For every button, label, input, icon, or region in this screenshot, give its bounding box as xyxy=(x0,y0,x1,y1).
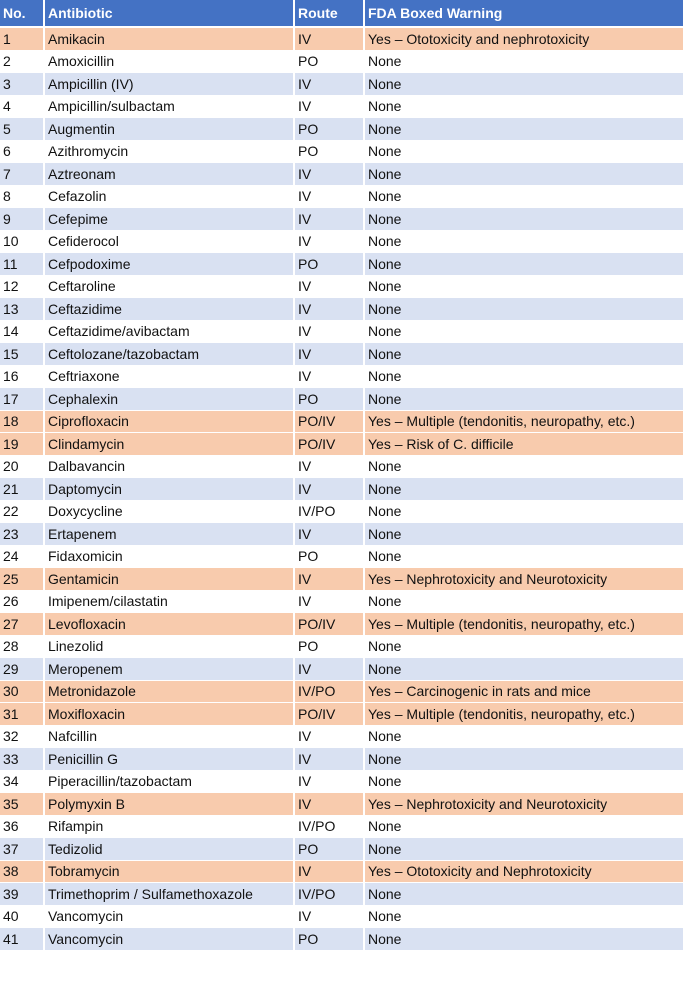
table-row xyxy=(0,905,684,928)
cell-warning: None xyxy=(364,140,684,163)
cell-route: IV/PO xyxy=(294,815,364,838)
cell-antibiotic: Dalbavancin xyxy=(44,455,294,478)
cell-no: 18 xyxy=(0,410,44,433)
cell-antibiotic: Tedizolid xyxy=(44,838,294,861)
table-row xyxy=(0,163,684,186)
cell-antibiotic: Amikacin xyxy=(44,27,294,50)
table-row xyxy=(0,815,684,838)
table-row xyxy=(0,343,684,366)
cell-warning: None xyxy=(364,883,684,906)
table-row xyxy=(0,73,684,96)
table-row xyxy=(0,770,684,793)
cell-warning: None xyxy=(364,523,684,546)
cell-no: 25 xyxy=(0,568,44,591)
cell-antibiotic: Vancomycin xyxy=(44,905,294,928)
cell-antibiotic: Gentamicin xyxy=(44,568,294,591)
cell-warning: Yes – Multiple (tendonitis, neuropathy, etc.) xyxy=(364,613,684,636)
cell-route: IV xyxy=(294,163,364,186)
cell-warning: None xyxy=(364,635,684,658)
cell-no: 26 xyxy=(0,590,44,613)
cell-route: IV xyxy=(294,343,364,366)
cell-no: 8 xyxy=(0,185,44,208)
cell-no: 40 xyxy=(0,905,44,928)
cell-no: 30 xyxy=(0,680,44,703)
table-row xyxy=(0,680,684,703)
cell-warning: None xyxy=(364,320,684,343)
cell-warning: None xyxy=(364,95,684,118)
cell-no: 15 xyxy=(0,343,44,366)
cell-no: 2 xyxy=(0,50,44,73)
cell-antibiotic: Meropenem xyxy=(44,658,294,681)
cell-route: IV xyxy=(294,523,364,546)
cell-warning: None xyxy=(364,50,684,73)
cell-no: 21 xyxy=(0,478,44,501)
cell-route: IV xyxy=(294,298,364,321)
cell-route: IV xyxy=(294,73,364,96)
table-row xyxy=(0,703,684,726)
cell-route: IV xyxy=(294,185,364,208)
cell-warning: None xyxy=(364,928,684,951)
cell-no: 20 xyxy=(0,455,44,478)
cell-warning: None xyxy=(364,658,684,681)
table-row xyxy=(0,388,684,411)
table-body xyxy=(0,27,684,950)
cell-warning: None xyxy=(364,590,684,613)
cell-route: IV xyxy=(294,590,364,613)
table-row xyxy=(0,928,684,951)
table-row xyxy=(0,478,684,501)
cell-antibiotic: Doxycycline xyxy=(44,500,294,523)
cell-no: 12 xyxy=(0,275,44,298)
cell-route: PO/IV xyxy=(294,433,364,456)
cell-antibiotic: Ceftazidime/avibactam xyxy=(44,320,294,343)
cell-no: 37 xyxy=(0,838,44,861)
cell-no: 36 xyxy=(0,815,44,838)
cell-route: PO xyxy=(294,140,364,163)
table-row xyxy=(0,613,684,636)
cell-route: IV xyxy=(294,793,364,816)
cell-antibiotic: Clindamycin xyxy=(44,433,294,456)
table-row xyxy=(0,883,684,906)
cell-antibiotic: Daptomycin xyxy=(44,478,294,501)
header-no: No. xyxy=(0,0,44,27)
cell-route: IV/PO xyxy=(294,680,364,703)
cell-no: 28 xyxy=(0,635,44,658)
cell-no: 29 xyxy=(0,658,44,681)
cell-no: 17 xyxy=(0,388,44,411)
cell-warning: None xyxy=(364,455,684,478)
cell-warning: Yes – Nephrotoxicity and Neurotoxicity xyxy=(364,793,684,816)
header-antibiotic: Antibiotic xyxy=(44,0,294,27)
cell-antibiotic: Vancomycin xyxy=(44,928,294,951)
cell-antibiotic: Ampicillin (IV) xyxy=(44,73,294,96)
cell-antibiotic: Moxifloxacin xyxy=(44,703,294,726)
cell-route: PO xyxy=(294,635,364,658)
cell-antibiotic: Trimethoprim / Sulfamethoxazole xyxy=(44,883,294,906)
cell-warning: None xyxy=(364,73,684,96)
cell-warning: Yes – Multiple (tendonitis, neuropathy, etc.) xyxy=(364,703,684,726)
cell-warning: None xyxy=(364,230,684,253)
cell-warning: None xyxy=(364,905,684,928)
cell-warning: None xyxy=(364,253,684,276)
cell-route: PO/IV xyxy=(294,703,364,726)
cell-warning: None xyxy=(364,343,684,366)
table-row xyxy=(0,838,684,861)
cell-antibiotic: Augmentin xyxy=(44,118,294,141)
cell-route: IV/PO xyxy=(294,883,364,906)
table-row xyxy=(0,860,684,883)
cell-no: 38 xyxy=(0,860,44,883)
table-row xyxy=(0,658,684,681)
cell-antibiotic: Ceftazidime xyxy=(44,298,294,321)
cell-warning: None xyxy=(364,545,684,568)
cell-no: 4 xyxy=(0,95,44,118)
table-row xyxy=(0,523,684,546)
cell-route: IV xyxy=(294,478,364,501)
cell-route: IV xyxy=(294,230,364,253)
cell-route: PO xyxy=(294,838,364,861)
cell-antibiotic: Ciprofloxacin xyxy=(44,410,294,433)
cell-warning: Yes – Ototoxicity and Nephrotoxicity xyxy=(364,860,684,883)
cell-antibiotic: Ceftriaxone xyxy=(44,365,294,388)
table-row xyxy=(0,725,684,748)
cell-antibiotic: Cefpodoxime xyxy=(44,253,294,276)
cell-no: 13 xyxy=(0,298,44,321)
table-row xyxy=(0,230,684,253)
cell-no: 39 xyxy=(0,883,44,906)
table-row xyxy=(0,185,684,208)
cell-route: IV xyxy=(294,208,364,231)
table-row xyxy=(0,455,684,478)
cell-antibiotic: Linezolid xyxy=(44,635,294,658)
table-row xyxy=(0,433,684,456)
cell-antibiotic: Cephalexin xyxy=(44,388,294,411)
cell-no: 11 xyxy=(0,253,44,276)
cell-route: PO xyxy=(294,928,364,951)
cell-route: PO xyxy=(294,118,364,141)
cell-no: 7 xyxy=(0,163,44,186)
cell-antibiotic: Ertapenem xyxy=(44,523,294,546)
cell-no: 24 xyxy=(0,545,44,568)
table-row xyxy=(0,275,684,298)
cell-route: IV xyxy=(294,770,364,793)
cell-route: IV xyxy=(294,860,364,883)
table-row xyxy=(0,298,684,321)
cell-route: IV xyxy=(294,905,364,928)
cell-antibiotic: Amoxicillin xyxy=(44,50,294,73)
cell-no: 23 xyxy=(0,523,44,546)
cell-route: PO xyxy=(294,50,364,73)
cell-warning: None xyxy=(364,365,684,388)
cell-antibiotic: Cefiderocol xyxy=(44,230,294,253)
cell-warning: None xyxy=(364,815,684,838)
cell-warning: None xyxy=(364,725,684,748)
cell-warning: None xyxy=(364,298,684,321)
cell-route: IV xyxy=(294,455,364,478)
cell-route: IV xyxy=(294,320,364,343)
cell-no: 5 xyxy=(0,118,44,141)
cell-route: IV xyxy=(294,365,364,388)
cell-antibiotic: Tobramycin xyxy=(44,860,294,883)
cell-warning: Yes – Carcinogenic in rats and mice xyxy=(364,680,684,703)
table-row xyxy=(0,50,684,73)
cell-route: IV xyxy=(294,95,364,118)
cell-route: PO/IV xyxy=(294,613,364,636)
table-row xyxy=(0,27,684,50)
table-row xyxy=(0,365,684,388)
cell-route: IV xyxy=(294,725,364,748)
cell-antibiotic: Rifampin xyxy=(44,815,294,838)
cell-no: 31 xyxy=(0,703,44,726)
table-row xyxy=(0,568,684,591)
cell-no: 33 xyxy=(0,748,44,771)
cell-warning: Yes – Multiple (tendonitis, neuropathy, etc.) xyxy=(364,410,684,433)
cell-no: 32 xyxy=(0,725,44,748)
cell-route: IV xyxy=(294,27,364,50)
cell-antibiotic: Ceftaroline xyxy=(44,275,294,298)
table-row xyxy=(0,545,684,568)
table-row xyxy=(0,500,684,523)
cell-no: 1 xyxy=(0,27,44,50)
cell-no: 14 xyxy=(0,320,44,343)
table-row xyxy=(0,208,684,231)
cell-no: 19 xyxy=(0,433,44,456)
cell-antibiotic: Ampicillin/sulbactam xyxy=(44,95,294,118)
cell-antibiotic: Penicillin G xyxy=(44,748,294,771)
cell-no: 3 xyxy=(0,73,44,96)
table-row xyxy=(0,95,684,118)
cell-antibiotic: Azithromycin xyxy=(44,140,294,163)
cell-antibiotic: Nafcillin xyxy=(44,725,294,748)
cell-no: 41 xyxy=(0,928,44,951)
table-row xyxy=(0,253,684,276)
cell-route: PO xyxy=(294,545,364,568)
cell-no: 9 xyxy=(0,208,44,231)
cell-antibiotic: Piperacillin/tazobactam xyxy=(44,770,294,793)
header-route: Route xyxy=(294,0,364,27)
cell-route: PO/IV xyxy=(294,410,364,433)
cell-warning: None xyxy=(364,770,684,793)
cell-warning: None xyxy=(364,500,684,523)
table-row xyxy=(0,410,684,433)
cell-antibiotic: Ceftolozane/tazobactam xyxy=(44,343,294,366)
cell-no: 34 xyxy=(0,770,44,793)
cell-warning: None xyxy=(364,185,684,208)
cell-warning: Yes – Risk of C. difficile xyxy=(364,433,684,456)
cell-antibiotic: Fidaxomicin xyxy=(44,545,294,568)
cell-route: IV xyxy=(294,658,364,681)
cell-no: 10 xyxy=(0,230,44,253)
cell-warning: None xyxy=(364,118,684,141)
cell-antibiotic: Cefepime xyxy=(44,208,294,231)
cell-route: PO xyxy=(294,253,364,276)
cell-warning: Yes – Nephrotoxicity and Neurotoxicity xyxy=(364,568,684,591)
cell-antibiotic: Metronidazole xyxy=(44,680,294,703)
cell-warning: Yes – Ototoxicity and nephrotoxicity xyxy=(364,27,684,50)
cell-warning: None xyxy=(364,208,684,231)
table-row xyxy=(0,748,684,771)
cell-antibiotic: Levofloxacin xyxy=(44,613,294,636)
header-warning: FDA Boxed Warning xyxy=(364,0,684,27)
cell-no: 27 xyxy=(0,613,44,636)
table-row xyxy=(0,118,684,141)
cell-no: 22 xyxy=(0,500,44,523)
cell-antibiotic: Aztreonam xyxy=(44,163,294,186)
cell-route: IV xyxy=(294,275,364,298)
cell-route: PO xyxy=(294,388,364,411)
table-row xyxy=(0,320,684,343)
cell-route: IV xyxy=(294,748,364,771)
table-row xyxy=(0,793,684,816)
cell-warning: None xyxy=(364,838,684,861)
table-row xyxy=(0,635,684,658)
cell-no: 6 xyxy=(0,140,44,163)
cell-warning: None xyxy=(364,478,684,501)
table-row xyxy=(0,140,684,163)
cell-antibiotic: Polymyxin B xyxy=(44,793,294,816)
cell-route: IV/PO xyxy=(294,500,364,523)
table-row xyxy=(0,590,684,613)
cell-antibiotic: Imipenem/cilastatin xyxy=(44,590,294,613)
cell-warning: None xyxy=(364,275,684,298)
cell-no: 16 xyxy=(0,365,44,388)
cell-route: IV xyxy=(294,568,364,591)
cell-warning: None xyxy=(364,163,684,186)
header-row xyxy=(0,0,684,27)
cell-no: 35 xyxy=(0,793,44,816)
cell-antibiotic: Cefazolin xyxy=(44,185,294,208)
cell-warning: None xyxy=(364,388,684,411)
cell-warning: None xyxy=(364,748,684,771)
